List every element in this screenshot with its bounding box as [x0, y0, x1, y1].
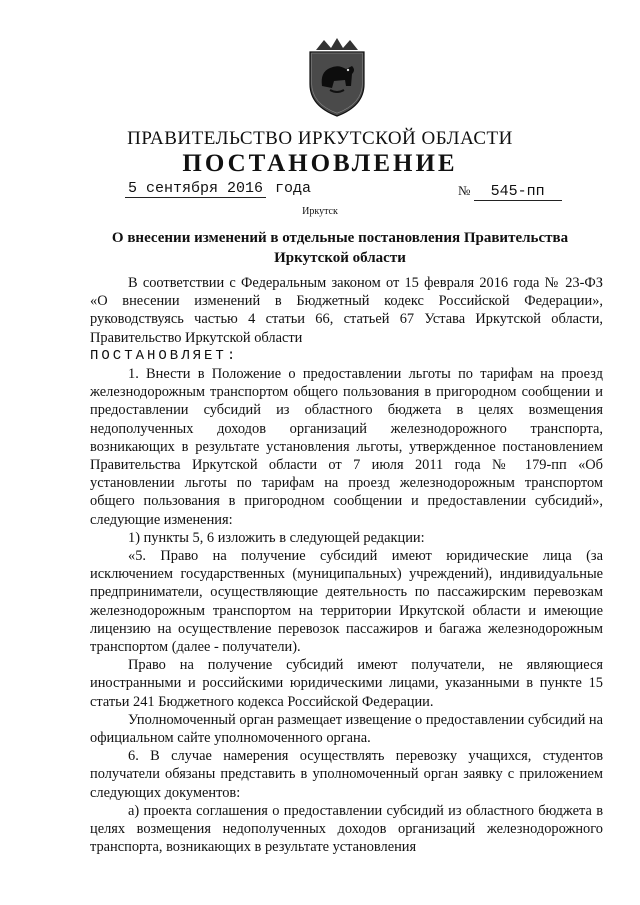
government-name: ПРАВИТЕЛЬСТВО ИРКУТСКОЙ ОБЛАСТИ [127, 128, 513, 149]
subject-line: Иркутской области [274, 250, 406, 266]
document-type-title: ПОСТАНОВЛЕНИЕ [182, 150, 458, 177]
date-suffix: года [275, 180, 312, 197]
document-date [125, 180, 311, 197]
document-number [458, 183, 562, 201]
body-paragraph: 1) пункты 5, 6 изложить в следующей редакции: [128, 529, 425, 546]
coat-of-arms-emblem [304, 36, 370, 118]
number-prefix: № [458, 183, 471, 198]
resolve-heading: ПОСТАНОВЛЯЕТ: [90, 347, 239, 364]
body-paragraph: 6. В случае намерения осуществлять перевозку учащихся, студентов получатели обязаны представить в уполномоченный орган заявку с приложением следующих документов: [90, 748, 603, 801]
document-subject [90, 228, 590, 268]
date-value: 5 сентября 2016 [125, 180, 266, 198]
city-name: Иркутск [302, 206, 338, 217]
subject-line: О внесении изменений в отдельные постановления Правительства [111, 230, 569, 246]
number-value: 545-пп [474, 183, 562, 201]
document-body [90, 274, 603, 857]
body-paragraph: «5. Право на получение субсидий имеют юридические лица (за исключением государственных (муниципальных) учреждений), индивидуальные предприниматели, осуществляющие деятельность по пассажирским перевозкам железнодорожным транспортом на территории Иркутской области и имеющие лицензию на осуществление перевозок пассажиров и багажа железнодорожным транспортом (далее - получатели). [90, 548, 603, 656]
body-paragraph: Уполномоченный орган размещает извещение о предоставлении субсидий на официальном сайте уполномоченного органа. [90, 711, 603, 747]
body-paragraph: а) проекта соглашения о предоставлении субсидий из областного бюджета в целях возмещения недополученных доходов организаций железнодорожного транспорта, возникающих в результате установления [90, 802, 603, 856]
body-paragraph: 1. Внести в Положение о предоставлении льготы по тарифам на проезд железнодорожным транспортом общего пользования в пригородном сообщении и предоставлении субсидий из областного бюджета в целях возмещения недополученных доходов организаций железнодорожного транспорта, возникающих в результате установления льготы, утвержденное постановлением Правительства Иркутской области от 7 июля 2011 года № 179-пп «Об установлении льготы по тарифам на проезд железнодорожным транспортом общего пользования в пригородном сообщении и предоставлении субсидий», следующие изменения: [90, 366, 603, 528]
body-paragraph: Право на получение субсидий имеют получатели, не являющиеся иностранными и российскими юридическими лицами, указанными в пункте 15 статьи 241 Бюджетного кодекса Российской Федерации. [90, 657, 603, 710]
preamble-paragraph: В соответствии с Федеральным законом от 15 февраля 2016 года № 23-ФЗ «О внесении изменений в Бюджетный кодекс Российской Федерации», руководствуясь частью 4 статьи 66, статьей 67 Устава Иркутской области, Правительство Иркутской области [90, 275, 603, 346]
